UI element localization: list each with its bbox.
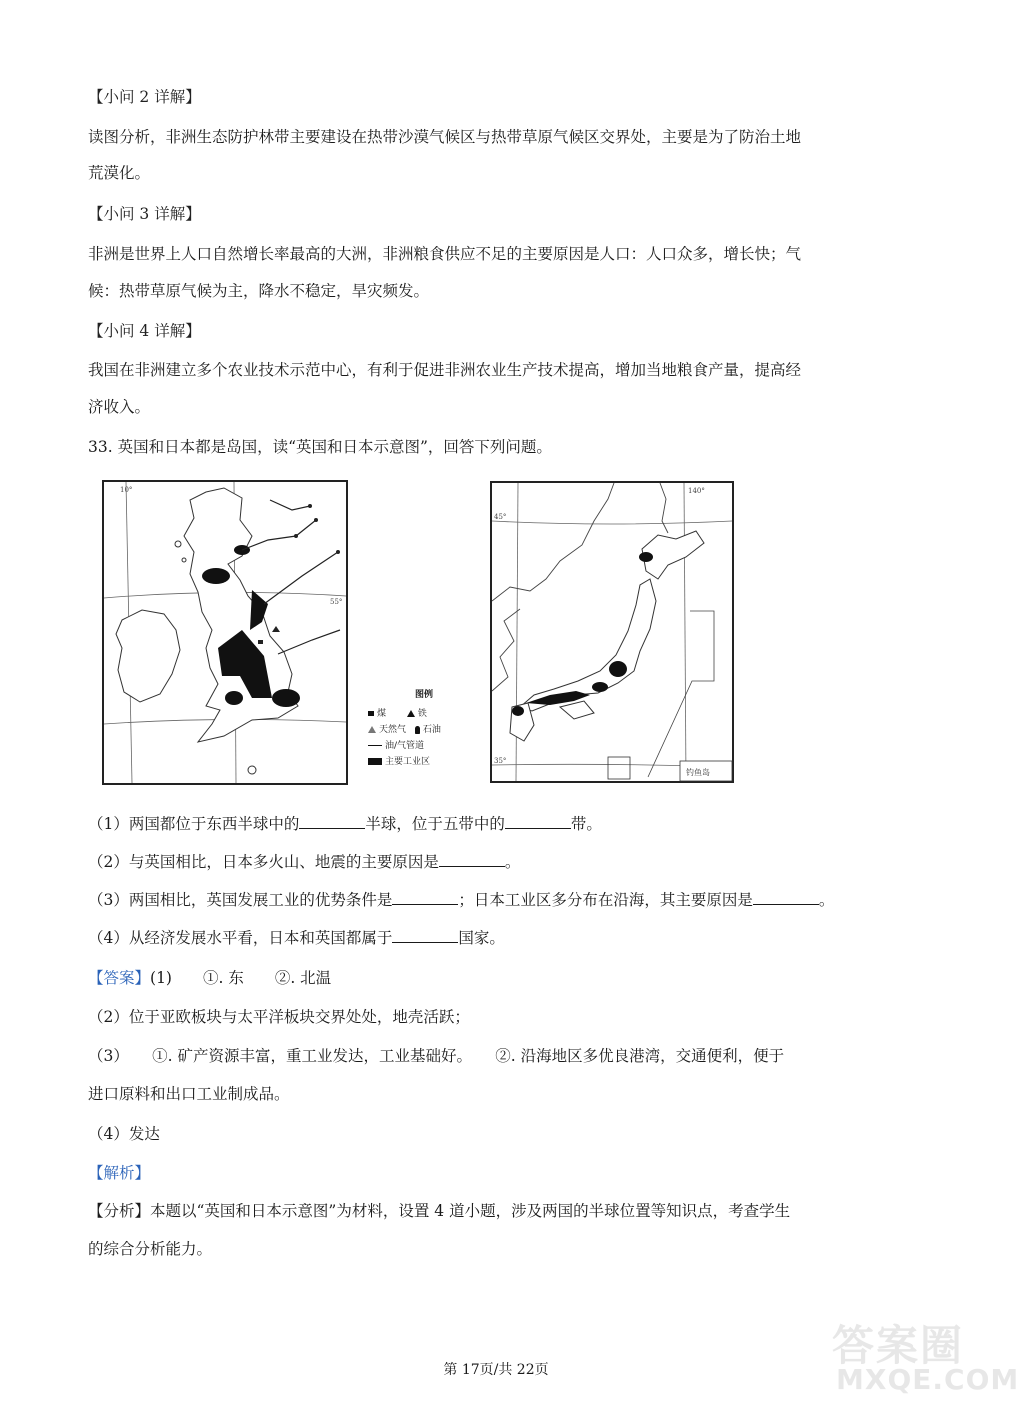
- industrial-zone-symbol-icon: [368, 758, 382, 765]
- sub1-text-a: （1）两国都位于东西半球中的: [88, 815, 300, 833]
- japan-industrial-chukyo: [592, 682, 608, 692]
- japan-industrial-kitakyushu: [512, 706, 524, 716]
- question-33-stem: 33. 英国和日本都是岛国，读“英国和日本示意图”，回答下列问题。: [88, 438, 552, 456]
- answer-3-line2: 进口原料和出口工业制成品。: [88, 1085, 290, 1103]
- uk-map: [102, 480, 348, 785]
- sub4-text-a: （4）从经济发展水平看，日本和英国都属于: [88, 929, 393, 947]
- answer-1: (1) ①. 东 ②. 北温: [150, 969, 332, 987]
- page-number: 第 17页/共 22页: [443, 1362, 549, 1378]
- uk-coal-symbol: [258, 640, 263, 644]
- watermark-top-text: 答案圈: [832, 1321, 965, 1370]
- uk-lat-label: 55°: [330, 598, 343, 606]
- question-33-sub2: [88, 851, 520, 873]
- sub2-text-b: 。: [504, 853, 521, 871]
- japan-lat-label-2: 35°: [494, 757, 507, 765]
- legend-coal: 煤: [377, 709, 387, 719]
- q2-detail-line1: 读图分析，非洲生态防护林带主要建设在热带沙漠气候区与热带草原气候区交界处，主要是为了防治土地: [88, 128, 802, 146]
- sub1-text-b: 半球，位于五带中的: [365, 815, 505, 833]
- analysis-line1: 【分析】本题以“英国和日本示意图”为材料，设置 4 道小题，涉及两国的半球位置等知识点，考查学生: [88, 1202, 791, 1220]
- uk-industrial-scotland: [202, 568, 230, 584]
- sub3-text-a: （3）两国相比，英国发展工业的优势条件是: [88, 891, 393, 909]
- uk-industrial-london: [272, 689, 300, 707]
- analysis-label: 【解析】: [88, 1164, 151, 1182]
- watermark-bottom-text: MXQE.COM: [836, 1363, 1019, 1396]
- sub2-blank-1[interactable]: [439, 851, 505, 867]
- q2-detail-line2: 荒漠化。: [88, 164, 151, 182]
- legend-oil: 石油: [422, 725, 441, 735]
- sub4-blank-1[interactable]: [392, 927, 458, 943]
- q4-detail-line1: 我国在非洲建立多个农业技术示范中心，有利于促进非洲农业生产技术提高，增加当地粮食产量，提高经: [88, 361, 802, 379]
- q3-detail-title: 【小问 3 详解】: [88, 205, 201, 223]
- japan-industrial-hokkaido: [639, 552, 653, 562]
- uk-industrial-wales: [225, 691, 243, 705]
- legend-pipeline: 油/气管道: [385, 741, 425, 751]
- sub3-text-c: 。: [818, 891, 835, 909]
- sub3-blank-2[interactable]: [753, 889, 819, 905]
- uk-lon-label: 10°: [120, 486, 133, 494]
- answer-line-1: [88, 967, 331, 989]
- map-legend: [368, 688, 480, 770]
- sub3-blank-1[interactable]: [392, 889, 458, 905]
- japan-lat-label: 45°: [494, 513, 507, 521]
- oil-symbol-icon: [415, 726, 420, 734]
- sub1-blank-1[interactable]: [299, 813, 365, 829]
- japan-industrial-keihin: [609, 661, 627, 677]
- q3-detail-line2: 候：热带草原气候为主，降水不稳定，旱灾频发。: [88, 282, 430, 300]
- answer-label: 【答案】: [88, 969, 151, 987]
- analysis-line2: 的综合分析能力。: [88, 1240, 213, 1258]
- sub1-blank-2[interactable]: [505, 813, 571, 829]
- legend-iron: 铁: [417, 709, 427, 719]
- japan-inset-label: 钓鱼岛: [686, 768, 710, 777]
- iron-symbol-icon: [407, 710, 415, 717]
- sub2-text-a: （2）与英国相比，日本多火山、地震的主要原因是: [88, 853, 439, 871]
- coal-symbol-icon: [368, 711, 374, 716]
- question-33-sub1: [88, 813, 602, 835]
- q4-detail-line2: 济收入。: [88, 398, 151, 416]
- watermark-logo: [824, 1313, 1019, 1399]
- japan-map: [490, 481, 734, 783]
- legend-industrial: 主要工业区: [385, 757, 431, 767]
- legend-gas: 天然气: [379, 725, 407, 735]
- legend-title: 图例: [414, 690, 433, 700]
- q3-detail-line1: 非洲是世界上人口自然增长率最高的大洲，非洲粮食供应不足的主要原因是人口：人口众多，增长快；气: [88, 245, 802, 263]
- question-33-sub3: [88, 889, 834, 911]
- answer-2: （2）位于亚欧板块与太平洋板块交界处处，地壳活跃；: [88, 1008, 470, 1026]
- question-33-sub4: [88, 927, 505, 949]
- sub4-text-b: 国家。: [458, 929, 505, 947]
- japan-lon-label: 140°: [688, 487, 705, 495]
- answer-3-line1: （3） ①. 矿产资源丰富，重工业发达，工业基础好。 ②. 沿海地区多优良港湾，交通便利，便于: [88, 1047, 785, 1065]
- answer-4: （4）发达: [88, 1125, 160, 1143]
- q4-detail-title: 【小问 4 详解】: [88, 322, 201, 340]
- q2-detail-title: 【小问 2 详解】: [88, 88, 201, 106]
- sub3-text-b: ；日本工业区多分布在沿海，其主要原因是: [458, 891, 753, 909]
- sub1-text-c: 带。: [570, 815, 602, 833]
- gas-symbol-icon: [368, 726, 376, 733]
- pipeline-symbol-icon: [368, 745, 382, 746]
